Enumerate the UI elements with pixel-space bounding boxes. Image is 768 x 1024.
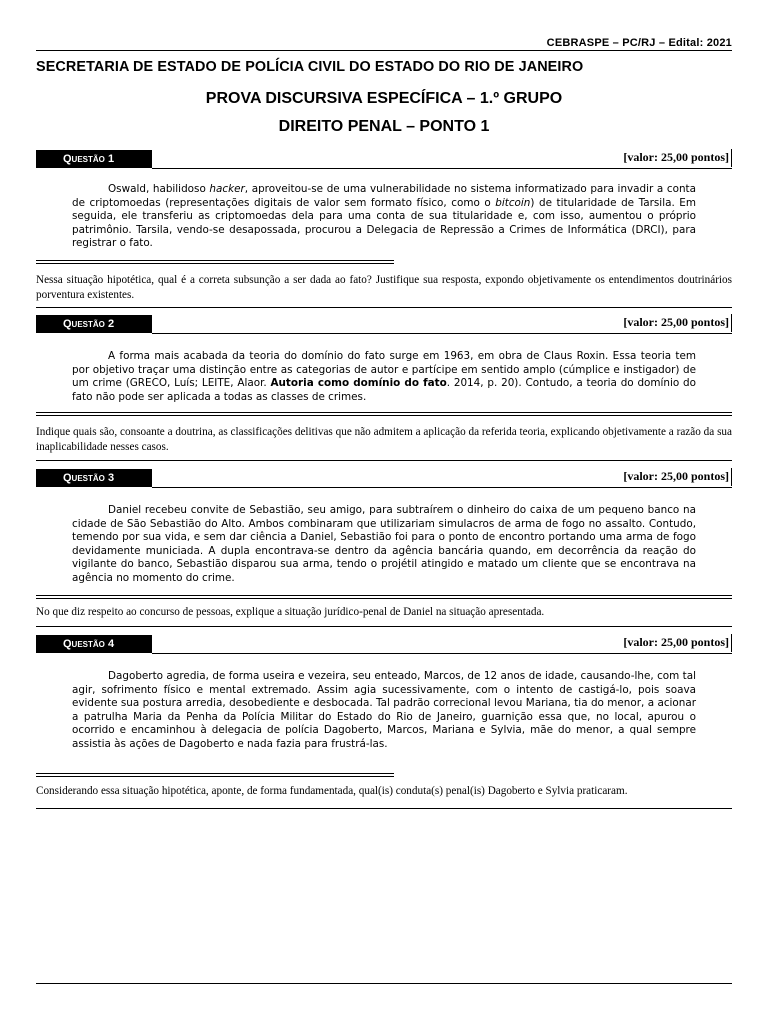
questao-4-valor: [valor: 25,00 pontos]: [623, 634, 732, 652]
questao-3-header: [36, 468, 732, 488]
questao-1-rule: [152, 168, 732, 169]
questao-4-divider: [36, 776, 394, 777]
questao-3-text: Daniel recebeu convite de Sebastião, seu amigo, para subtraírem o dinheiro do caixa de um pequeno banco na cidade de São Sebastião do Alto. Ambos combinaram que utilizariam simulacros de arma de fogo no assalto. Contudo, temendo por sua vida, e sem dar ciência a Daniel, Sebastião foi para o ponto de encontro portando uma arma de fogo devidamente municiada. A dupla encontrava-se dentro da agência bancária quando, em decorrência da reação do vigilante do banco, Sebastião disparou sua arma, tendo o projétil atingido e matado um cliente que se encontrava na agência no momento do crime.: [72, 504, 696, 584]
questao-4-text: Dagoberto agredia, de forma useira e vezeira, seu enteado, Marcos, de 12 anos de idade, causando-lhe, com tal agir, sofrimento físico e mental extremado. Assim agia sucessivamente, com o intento de castigá-lo, pois soava evidente sua postura arredia, desobediente e desbocada. Tal padrão correcional levou Mariana, tia do menor, a acionar a patrulha Maria da Penha da Polícia Militar do Estado do Rio de Janeiro, guarnição essa que, no local, apurou o ocorrido e encaminhou à delegacia de polícia Dagoberto, Marcos, Mariana e Sylvia, mãe do menor, a qual sempre assistia às ações de Dagoberto e nada fazia para frustrá-las.: [72, 670, 696, 750]
questao-3-pergunta: No que diz respeito ao concurso de pessoas, explique a situação jurídico-penal de Daniel na situação apresentada.: [36, 606, 545, 618]
questao-1-text: Oswald, habilidoso hacker, aproveitou-se de uma vulnerabilidade no sistema informatizado para invadir a conta de criptomoedas (representações digitais de valor sem formato físico, como o bitcoin) de titularidade de Tarsila. Em seguida, ele transferiu as criptomoedas dela para uma conta de sua titularidade e, com isso, aumentou o próprio patrimônio. Tarsila, vendo-se desapossada, procurou a Delegacia de Repressão a Crimes de Informática (DRCI), para registrar o fato.: [72, 183, 697, 250]
secretaria-title: SECRETARIA DE ESTADO DE POLÍCIA CIVIL DO ESTADO DO RIO DE JANEIRO: [36, 59, 584, 75]
questao-1-end-rule: [36, 307, 732, 308]
page-bottom-rule: [36, 983, 732, 984]
questao-4-rule: [152, 653, 732, 654]
questao-3-badge: Questão 3: [36, 469, 152, 487]
questao-1-valor: [valor: 25,00 pontos]: [623, 149, 732, 167]
edital-header: CEBRASPE – PC/RJ – Edital: 2021: [546, 37, 732, 49]
questao-4-divider: [36, 773, 394, 774]
questao-3-divider: [36, 598, 732, 599]
questao-2-end-rule: [36, 460, 732, 461]
questao-2-text: A forma mais acabada da teoria do domínio do fato surge em 1963, em obra de Claus Roxin. Essa teoria tem por objetivo traçar uma distinção entre as categorias de autor e partícipe em sentido amplo (cúmplice e instigador) de um crime (GRECO, Luís; LEITE, Alaor. Autoria como domínio do fato. 2014, p. 20). Contudo, a teoria do domínio do fato não pode ser aplicada a todas as classes de crimes.: [72, 350, 696, 403]
questao-2-pergunta: Indique quais são, consoante a doutrina, as classificações delitivas que não admitem a aplicação da referida teoria, explicando objetivamente a razão da sua inaplicabilidade nesses casos.: [36, 426, 732, 453]
questao-1-pergunta: Nessa situação hipotética, qual é a correta subsunção a ser dada ao fato? Justifique sua resposta, expondo objetivamente os entendimentos doutrinários porventura existentes.: [36, 274, 732, 301]
ponto-title: DIREITO PENAL – PONTO 1: [278, 118, 490, 135]
questao-3-end-rule: [36, 626, 732, 627]
questao-2-divider: [36, 412, 732, 413]
questao-4-badge: Questão 4: [36, 635, 152, 653]
questao-4-pergunta: Considerando essa situação hipotética, aponte, de forma fundamentada, qual(is) conduta(s) penal(is) Dagoberto e Sylvia praticaram.: [36, 785, 628, 797]
questao-1-header: [36, 149, 732, 169]
questao-4-end-rule: [36, 808, 732, 809]
questao-4-header: [36, 634, 732, 654]
questao-1-divider: [36, 263, 394, 264]
questao-2-badge: Questão 2: [36, 315, 152, 333]
questao-1-badge: Questão 1: [36, 150, 152, 168]
questao-3-valor: [valor: 25,00 pontos]: [623, 468, 732, 486]
questao-2-rule: [152, 333, 732, 334]
header-rule: [36, 50, 732, 51]
questao-2-valor: [valor: 25,00 pontos]: [623, 314, 732, 332]
questao-3-rule: [152, 487, 732, 488]
questao-3-divider: [36, 595, 732, 596]
questao-2-divider: [36, 415, 732, 416]
questao-2-header: [36, 314, 732, 334]
prova-title: PROVA DISCURSIVA ESPECÍFICA – 1.º GRUPO: [205, 90, 563, 107]
questao-1-divider: [36, 260, 394, 261]
